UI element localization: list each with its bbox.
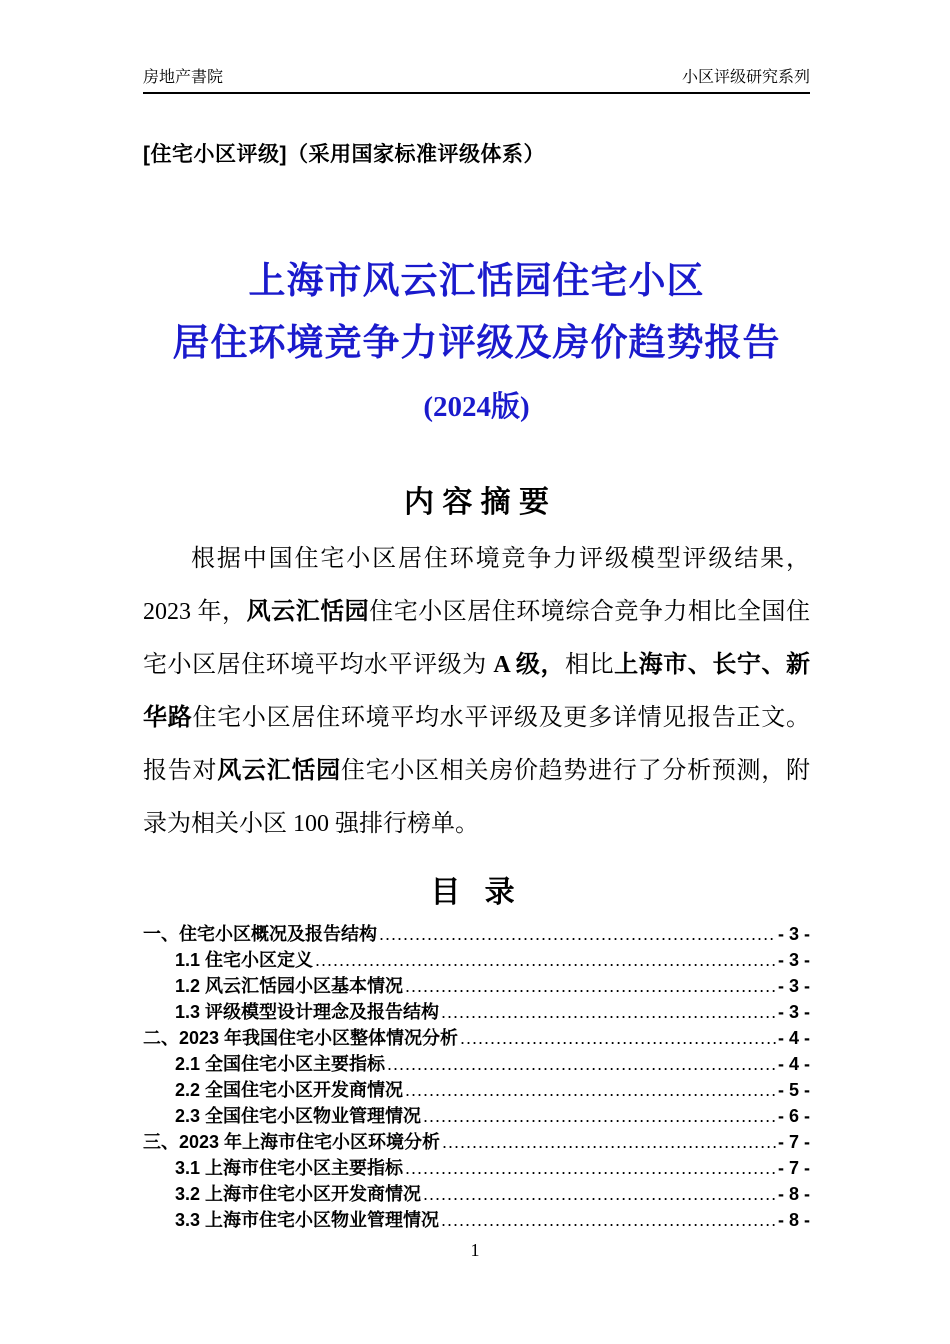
toc-entry-page: - 3 - <box>777 924 810 944</box>
summary-line <box>143 639 810 692</box>
toc-entry-page: - 4 - <box>777 1028 810 1048</box>
toc-entry-page: - 6 - <box>777 1106 810 1126</box>
toc-entry-label: 2.3 全国住宅小区物业管理情况 <box>175 1106 422 1126</box>
page-number: 1 <box>470 1240 480 1260</box>
summary-line <box>143 745 810 798</box>
toc-entry-page: - 8 - <box>777 1210 810 1230</box>
toc-leader-dots <box>315 947 776 973</box>
toc-leader-dots <box>405 973 776 999</box>
toc-entry[interactable] <box>143 1077 810 1103</box>
toc-entry-label: 2.2 全国住宅小区开发商情况 <box>175 1080 404 1100</box>
header-left-text: 房地产書院 <box>143 69 224 86</box>
summary-text-segment: 风云汇恬园 <box>246 599 370 625</box>
toc-list <box>143 921 810 1233</box>
summary-text-segment: 住宅小区居住环境平均水平评级及更多详情见报告正文。 <box>192 705 811 731</box>
page-header <box>143 64 810 94</box>
toc-entry-page: - 7 - <box>777 1132 810 1152</box>
toc-leader-dots <box>405 1077 776 1103</box>
toc-entry-label: 3.1 上海市住宅小区主要指标 <box>175 1158 404 1178</box>
summary-line <box>143 692 810 745</box>
toc-entry-page: - 3 - <box>777 1002 810 1022</box>
summary-text-segment: 相比 <box>565 652 615 678</box>
summary-line <box>143 586 810 639</box>
toc-entry-label: 3.2 上海市住宅小区开发商情况 <box>175 1184 422 1204</box>
toc-heading: 目 录 <box>430 876 523 909</box>
summary-text-segment: A 级， <box>493 652 566 678</box>
toc-entry-label: 1.2 风云汇恬园小区基本情况 <box>175 976 404 996</box>
toc-entry[interactable] <box>143 1025 810 1051</box>
toc-entry-label: 二、2023 年我国住宅小区整体情况分析 <box>143 1028 459 1048</box>
toc-entry[interactable] <box>143 1103 810 1129</box>
header-right-text: 小区评级研究系列 <box>681 69 810 86</box>
toc-entry[interactable] <box>143 947 810 973</box>
toc-entry[interactable] <box>143 1207 810 1233</box>
summary-text-segment: 华路 <box>143 705 193 731</box>
toc-leader-dots <box>441 1207 776 1233</box>
toc-entry[interactable] <box>143 1155 810 1181</box>
rating-system-note: [住宅小区评级]（采用国家标准评级体系） <box>143 143 545 166</box>
toc-leader-dots <box>423 1181 776 1207</box>
report-title-line-2: 居住环境竞争力评级及房价趋势报告 <box>172 323 781 364</box>
toc-leader-dots <box>387 1051 776 1077</box>
toc-entry[interactable] <box>143 1129 810 1155</box>
summary-line <box>143 798 810 851</box>
summary-text-segment: 2023 年， <box>143 599 247 625</box>
toc-leader-dots <box>405 1155 776 1181</box>
summary-body <box>143 533 810 851</box>
toc-entry-label: 三、2023 年上海市住宅小区环境分析 <box>143 1132 441 1152</box>
summary-heading: 内 容 摘 要 <box>403 486 549 519</box>
toc-entry-page: - 5 - <box>777 1080 810 1100</box>
toc-entry-label: 2.1 全国住宅小区主要指标 <box>175 1054 386 1074</box>
toc-entry-page: - 3 - <box>777 950 810 970</box>
summary-text-segment: 宅小区居住环境平均水平评级为 <box>143 652 494 678</box>
toc-entry-label: 1.3 评级模型设计理念及报告结构 <box>175 1002 440 1022</box>
report-title-line-1: 上海市风云汇恬园住宅小区 <box>248 261 705 302</box>
toc-entry[interactable] <box>143 921 810 947</box>
toc-entry[interactable] <box>143 973 810 999</box>
report-title-block <box>143 260 810 425</box>
summary-text-segment: 住宅小区相关房价趋势进行了分析预测，附 <box>340 758 811 784</box>
toc-entry-page: - 7 - <box>777 1158 810 1178</box>
toc-entry-label: 1.1 住宅小区定义 <box>175 950 314 970</box>
summary-text-segment: 住宅小区居住环境综合竞争力相比全国住 <box>369 599 811 625</box>
toc-entry-label: 3.3 上海市住宅小区物业管理情况 <box>175 1210 440 1230</box>
summary-text-segment: 根据中国住宅小区居住环境竞争力评级模型评级结果， <box>191 546 810 572</box>
summary-text-segment: 报告对 <box>143 758 218 784</box>
toc-leader-dots <box>460 1025 776 1051</box>
toc-entry-page: - 4 - <box>777 1054 810 1074</box>
toc-leader-dots <box>442 1129 776 1155</box>
report-title-edition: (2024版) <box>423 391 530 423</box>
toc-entry[interactable] <box>143 999 810 1025</box>
toc-leader-dots <box>423 1103 776 1129</box>
toc-leader-dots <box>379 921 776 947</box>
toc-entry-page: - 3 - <box>777 976 810 996</box>
toc-entry[interactable] <box>143 1181 810 1207</box>
summary-text-segment: 上海市、长宁、新 <box>614 652 811 678</box>
toc-entry[interactable] <box>143 1051 810 1077</box>
summary-line <box>143 533 810 586</box>
toc-entry-label: 一、住宅小区概况及报告结构 <box>143 924 377 944</box>
summary-text-segment: 风云汇恬园 <box>217 758 341 784</box>
toc-leader-dots <box>441 999 776 1025</box>
toc-entry-page: - 8 - <box>777 1184 810 1204</box>
summary-text-segment: 录为相关小区 100 强排行榜单。 <box>143 811 479 837</box>
